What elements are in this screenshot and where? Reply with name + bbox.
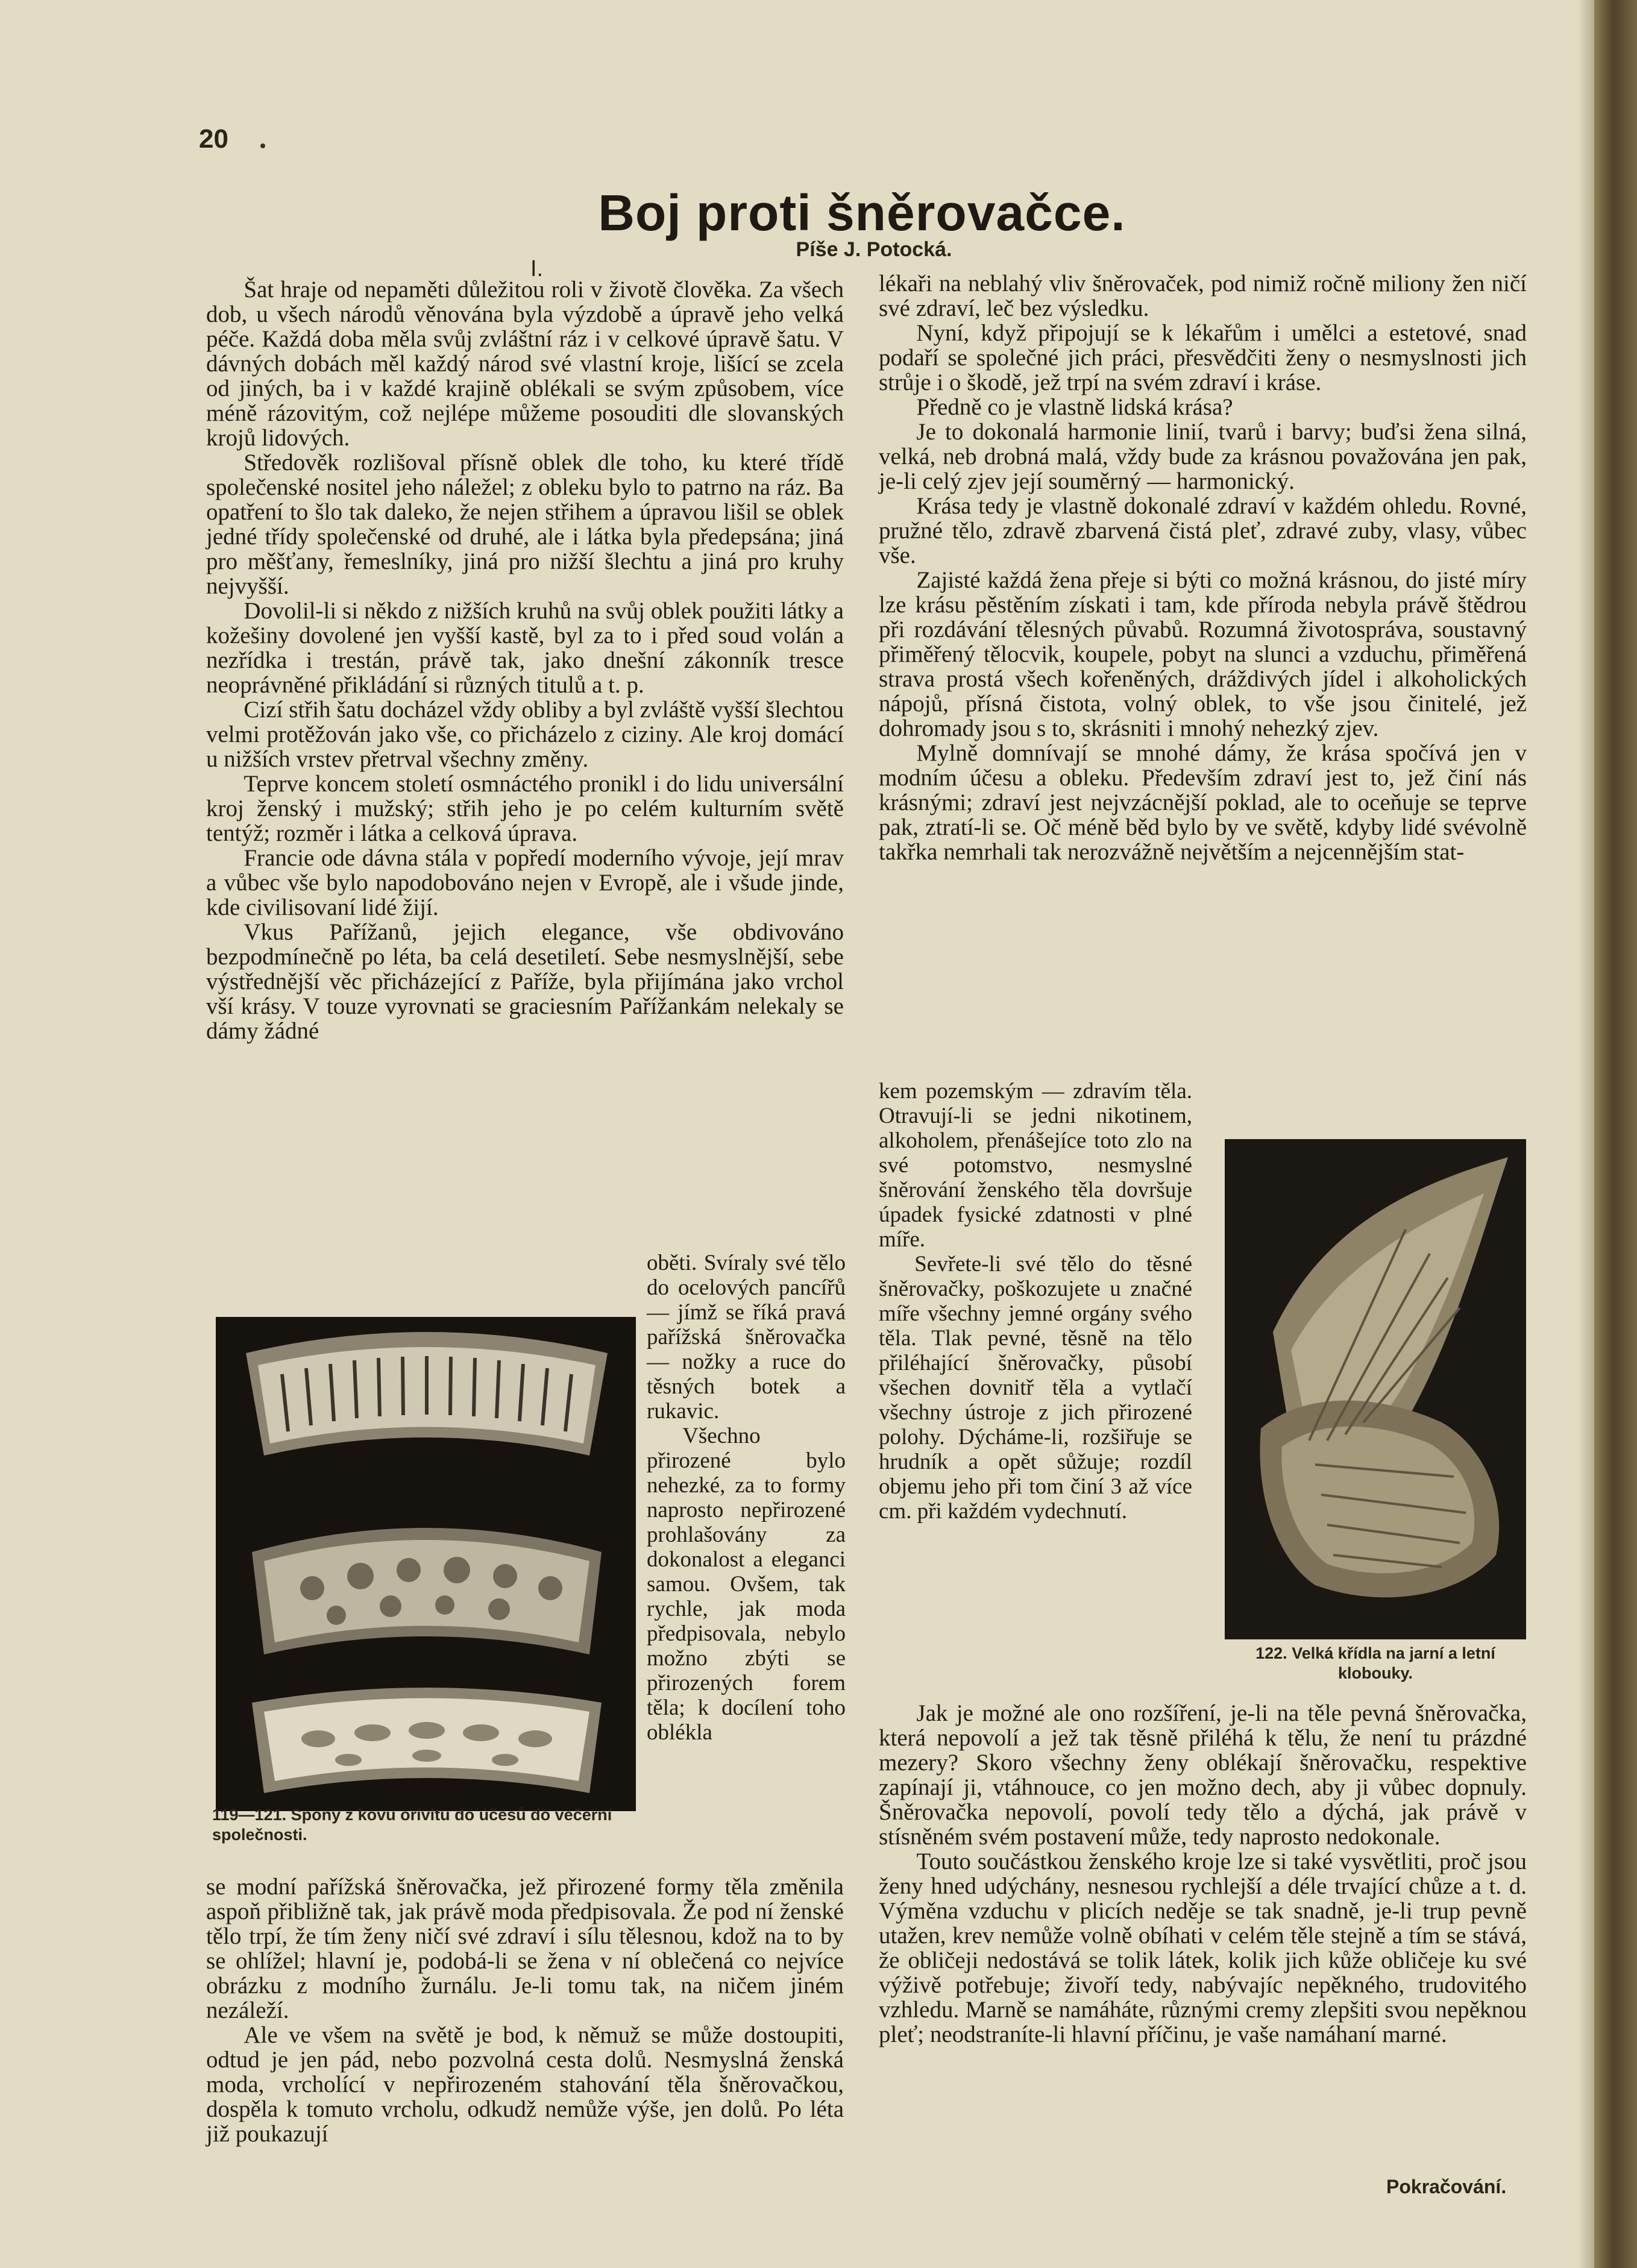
- decorative-dot: [260, 143, 265, 148]
- paragraph: Dovolil-li si někdo z nižších kruhů na svůj oblek použiti látky a kožešiny dovolené jen vyšší kastě, byl za to i před soud volán a nezřídka i trestán, právě tak, jako dnešní zákonník tresce neoprávněné přikládání si různých titulů a t. p.: [206, 598, 844, 698]
- paragraph: se modní pařížská šněrovačka, jež přirozené formy těla změnila aspoň přibližně tak, jak právě moda předpisovala. Že pod ní ženské tělo trpí, že tím ženy ničí své zdraví i sílu tělesnou, kdož na to by se ohlížel; hlavní je, podobá-li se žena v ní oblečená co nejvíce obrázku z modního žurnálu. Je-li tomu tak, na ničem jiném nezáleží.: [206, 1874, 844, 2023]
- hair-clips-photo: [216, 1317, 636, 1811]
- paragraph: Šat hraje od nepaměti důležitou roli v životě člověka. Za všech dob, u všech národů věnována byla výzdobě a úpravě jeho velká péče. Každá doba měla svůj zvláštní ráz i v celkové úpravě šatu. V dávných dobách měl každý národ své vlastní kroje, lišící se zcela od jiných, ba i v každé krajině oblékali se svým způsobem, více méně rázovitým, což nejlépe můžeme posouditi dle slovanských krojů lidových.: [206, 277, 844, 451]
- paragraph: kem pozemským — zdravím těla. Otravují-li se jedni nikotinem, alkoholem, přenášejíce toto zlo na své potomstvo, nesmyslné šněrování ženského těla dovršuje úpadek fysické zdatnosti v plné míře.: [879, 1079, 1192, 1252]
- continued-label: Pokračování.: [1386, 2176, 1507, 2197]
- left-column-top: [206, 277, 844, 1043]
- right-column-bottom: [879, 1701, 1527, 2047]
- paragraph: Nyní, když připojují se k lékařům i umělci a estetové, snad podaří se společné jich práci, přesvědčiti ženy o nesmyslnosti jich strůje i o škodě, jež trpí na svém zdraví i kráse.: [879, 320, 1527, 395]
- paragraph: Zajisté každá žena přeje si býti co možná krásnou, do jisté míry lze krásu pěstěním získati i tam, kde příroda nebyla právě štědrou při rozdávání tělesných půvabů. Rozumná životospráva, soustavný přiměřený tělocvik, koupele, pobyt na slunci a vzduchu, přiměřená strava prostá všech kořeněných, dráždivých jídel i alkoholických nápojů, přísná čistota, volný oblek, to vše jsou činitelé, jež dohromady jsou s to, skrásniti i mnohý nehezký zjev.: [879, 567, 1527, 741]
- right-column-top: [879, 271, 1527, 864]
- section-number: I.: [530, 256, 544, 281]
- page-number: 20: [199, 124, 228, 154]
- caption-number: 119—121.: [212, 1806, 287, 1824]
- paragraph: oběti. Svíraly své tělo do ocelových pancířů — jímž se říká pravá pařížská šněrovačka — nožky a ruce do těsných botek a rukavic.: [647, 1251, 846, 1424]
- paragraph: Cizí střih šatu docházel vždy obliby a byl zvláště vyšší šlechtou velmi protěžován jako vše, co přicházelo z ciziny. Ale kroj domácí u nižších vrstev přetrval všechny změny.: [206, 697, 844, 772]
- paragraph: Jak je možné ale ono rozšíření, je-li na těle pevná šněrovačka, která nepovolí a jež tak těsně přiléhá k tělu, že není tu prázdné mezery? Skoro všechny ženy oblékají šněrovačku, respektive zapínají ji, vtáhnouce, co jen možno dech, aby ji vůbec dopnuly. Šněrovačka nepovolí, povolí tedy tělo a dýchá, jak právě v stísněném svém postavení může, tedy naprosto nedokonale.: [879, 1700, 1527, 1850]
- paragraph: Mylně domnívají se mnohé dámy, že krása spočívá jen v modním účesu a obleku. Především zdraví jest to, jež činí nás krásnými; zdraví jest nejvzácnější poklad, ale to oceňuje se teprve pak, ztratí-li se. Oč méně běd bylo by ve světě, kdyby lidé svévolně takřka nemrhali tak nerozvážně největším a nejcennějším stat-: [879, 740, 1527, 865]
- paragraph: Krása tedy je vlastně dokonalé zdraví v každém ohledu. Rovné, pružné tělo, zdravě zbarvená čistá pleť, zdravé zuby, vlasy, vůbec vše.: [879, 493, 1527, 568]
- hair-clips-illustration: [216, 1317, 636, 1811]
- caption-number: 122.: [1255, 1644, 1287, 1662]
- caption-hair-clips: [212, 1805, 646, 1845]
- paragraph: Teprve koncem století osmnáctého pronikl i do lidu universální kroj ženský i mužský; střih jeho je po celém kulturním světě tentýž; rozměr i látka a celková úprava.: [206, 771, 844, 846]
- caption-text: Velká křídla na jarní a letní klobouky.: [1292, 1644, 1495, 1682]
- paragraph: Ale ve všem na světě je bod, k němuž se může dostoupiti, odtud je jen pád, nebo pozvolná cesta dolů. Nesmyslná ženská moda, vrcholící v nepřirozeném stahování těla šněrovačkou, dospěla k tomuto vrcholu, odkudž nemůže výše, jen dolů. Po léta již poukazují: [206, 2022, 844, 2147]
- paragraph: lékaři na neblahý vliv šněrovaček, pod nimiž ročně miliony žen ničí své zdraví, leč bez výsledku.: [879, 271, 1527, 321]
- paragraph: Touto součástkou ženského kroje lze si také vysvětliti, proč jsou ženy hned udýchány, nesnesou rychlejší a déle trvající chůze a t. d. Výměna vzduchu v plicích neděje se tak snadně, je-li trup pevně utažen, krev nemůže volně obíhati v celém těle stejně a tím se stává, že obličeji nedostává se tolik látek, kolik jich kůže obličeje ku své výživě potřebuje; živoří tedy, nabývajíc nepěkného, trudovitého vzhledu. Marně se namáháte, různými cremy zlepšiti svou nepěknou pleť; neodstraníte-li hlavní příčinu, je vaše namáhaní marné.: [879, 1849, 1527, 2047]
- left-column-narrow: [647, 1251, 846, 1745]
- paragraph: Je to dokonalá harmonie linií, tvarů i barvy; buďsi žena silná, velká, neb drobná malá, vždy bude za krásnou považována jen pak, je-li celý zjev její souměrný — harmonický.: [879, 419, 1527, 494]
- paragraph: Předně co je vlastně lidská krása?: [916, 394, 1233, 420]
- article-byline: Píše J. Potocká.: [796, 238, 952, 261]
- page-title: Boj proti šněrovačce.: [598, 184, 1126, 241]
- book-spine-edge: [1594, 0, 1637, 2268]
- wings-illustration: [1225, 1139, 1526, 1639]
- right-column-narrow: [879, 1079, 1192, 1524]
- paragraph: Všechno přirozené bylo nehezké, za to formy naprosto nepřirozené prohlašovány za dokonalost a eleganci samou. Ovšem, tak rychle, jak moda předpisovala, nebylo možno zbýti se přirozených forem těla; k docílení toho oblékla: [647, 1424, 846, 1745]
- left-column-bottom: [206, 1874, 844, 2146]
- caption-wings: [1219, 1644, 1532, 1683]
- paragraph: Středověk rozlišoval přísně oblek dle toho, ku které třídě společenské nositel jeho náležel; z obleku bylo to patrno na ráz. Ba opatření to šlo tak daleko, že nejen střihem a úpravou lišil se oblek jedné třídy společenské od druhé, ale i látka byla předepsána; jiná pro měšťany, řemeslníky, jiná pro nižší šlechtu a jiná pro kruhy nejvyšší.: [206, 450, 844, 599]
- paragraph: Vkus Pařížanů, jejich elegance, vše obdivováno bezpodmínečně po léta, ba celá desetiletí. Sebe nesmyslnější, sebe výstřednější věc přicházející z Paříže, byla přijímána jako vrchol vší krásy. V touze vyrovnati se graciesním Pařížankám nelekaly se dámy žádné: [206, 919, 844, 1044]
- wings-photo: [1225, 1139, 1526, 1639]
- paragraph: Francie ode dávna stála v popředí moderního vývoje, její mrav a vůbec vše bylo napodobováno nejen v Evropě, ale i všude jinde, kde civilisovaní lidé žijí.: [206, 845, 844, 920]
- caption-text: Spony z kovu orivitu do účesů do večerní společnosti.: [212, 1806, 612, 1844]
- page-gutter-shadow: [1578, 0, 1594, 2268]
- paragraph: Sevřete-li své tělo do těsné šněrovačky, poškozujete u značné míře všechny jemné orgány svého těla. Tlak pevné, těsně na tělo přiléhající šněrovačky, působí všechen dovnitř těla a vytlačí všechny ústroje z jich přirozené polohy. Dýcháme-li, rozšiřuje se hrudník a opět sůžuje; rozdíl objemu jeho při tom činí 3 až více cm. při každém vydechnutí.: [879, 1252, 1192, 1524]
